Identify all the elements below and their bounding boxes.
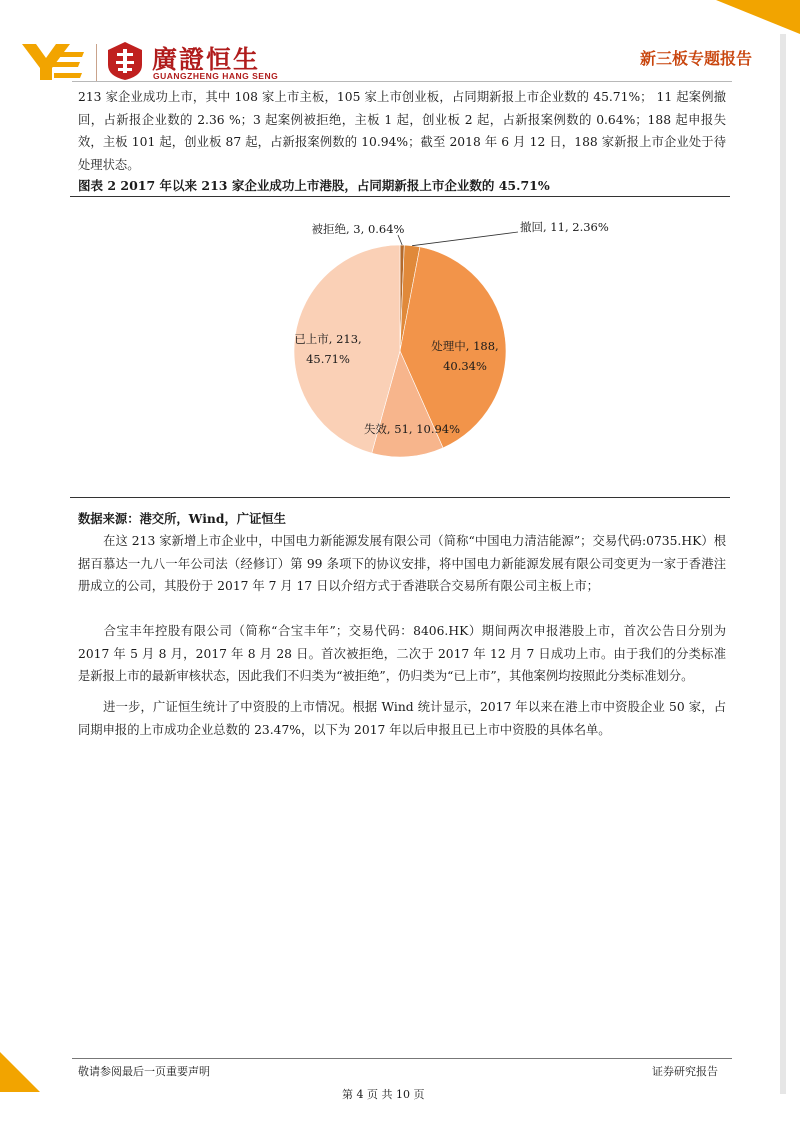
paragraph-text: 进一步，广证恒生统计了中资股的上市情况。根据 Wind 统计显示，2017 年以来在港上市中资股企业 50 家，占同期申报的上市成功企业总数的 23.47%，以下为 2017 年以后申报且已上市中资股的具体名单。 xyxy=(78,700,726,737)
right-margin-bar xyxy=(780,34,786,1094)
page-number: 第 4 页 共 10 页 xyxy=(342,1088,425,1101)
figure-top-rule xyxy=(70,196,730,197)
paragraph-text: 合宝丰年控股有限公司（简称“合宝丰年”；交易代码：8406.HK）期间两次申报港股上市，首次公告日分别为 2017 年 5 月 8 月，2017 年 8 月 28 日。首次被拒绝，二次于 2017 年 12 月 7 日成功上市。由于我们的分类标准是新报上市的最新审核状态，因此我们不归类为“被拒绝”，仍归类为“已上市”，其他案例均按照此分类标准划分。 xyxy=(78,624,726,683)
ye-logo-icon xyxy=(22,42,84,82)
logo-divider xyxy=(96,44,97,82)
data-label-0: 被拒绝, 3, 0.64% xyxy=(311,222,405,236)
logo-chinese-name: 廣證恒生 xyxy=(152,45,261,74)
paragraph-hebao xyxy=(78,620,726,688)
data-source-note: 数据来源：港交所，Wind，广证恒生 xyxy=(78,511,286,526)
data-label-4: 已上市, 213, 45.71% xyxy=(294,332,362,366)
footer-rule xyxy=(72,1058,732,1059)
header-rule xyxy=(72,81,732,82)
data-label-1: 撤回, 11, 2.36% xyxy=(520,220,609,234)
figure-title: 图表 2 2017 年以来 213 家企业成功上市港股，占同期新报上市企业数的 45.71% xyxy=(78,178,550,193)
paragraph-text: 在这 213 家新增上市企业中，中国电力新能源发展有限公司（简称“中国电力清洁能源”；交易代码:0735.HK）根据百慕达一九八一年公司法（经修订）第 99 条项下的协议安排，将中国电力新能源发展有限公司变更为一家于香港注册成立的公司，其股份于 2017 年 7 月 17 日以介绍方式于香港联合交易所有限公司主板上市； xyxy=(78,534,726,593)
figure-bottom-rule xyxy=(70,497,730,498)
data-label-2: 处理中, 188, 40.34% xyxy=(431,339,499,373)
paragraph-china-power xyxy=(78,530,726,598)
data-label-3: 失效, 51, 10.94% xyxy=(363,422,461,436)
leader-line-0 xyxy=(398,235,402,245)
footer-disclaimer: 敬请参阅最后一页重要声明 xyxy=(78,1065,210,1078)
pie-chart xyxy=(270,205,609,495)
intro-paragraph: 213 家企业成功上市，其中 108 家上市主板，105 家上市创业板，占同期新报上市企业数的 45.71%； 11 起案例撤回，占新报企业数的 2.36 %；3 起案例被拒绝，主板 1 起，创业板 2 起，占新报案例数的 0.64%；188 起申报失效，主板 101 起，创业板 87 起，占新报案例数的 10.94%；截至 2018 年 6 月 12 日，188 家新报上市企业处于待处理状态。 xyxy=(78,90,726,172)
footer-report-type: 证券研究报告 xyxy=(652,1065,718,1078)
logo-english-name: GUANGZHENG HANG SENG xyxy=(153,71,279,81)
leader-line-1 xyxy=(412,232,518,246)
report-category-title: 新三板专题报告 xyxy=(640,49,753,68)
paragraph-chinese-stocks xyxy=(78,696,726,741)
header-corner-decoration xyxy=(716,0,800,34)
footer-corner-decoration xyxy=(0,1052,40,1092)
company-emblem-icon xyxy=(106,41,144,81)
